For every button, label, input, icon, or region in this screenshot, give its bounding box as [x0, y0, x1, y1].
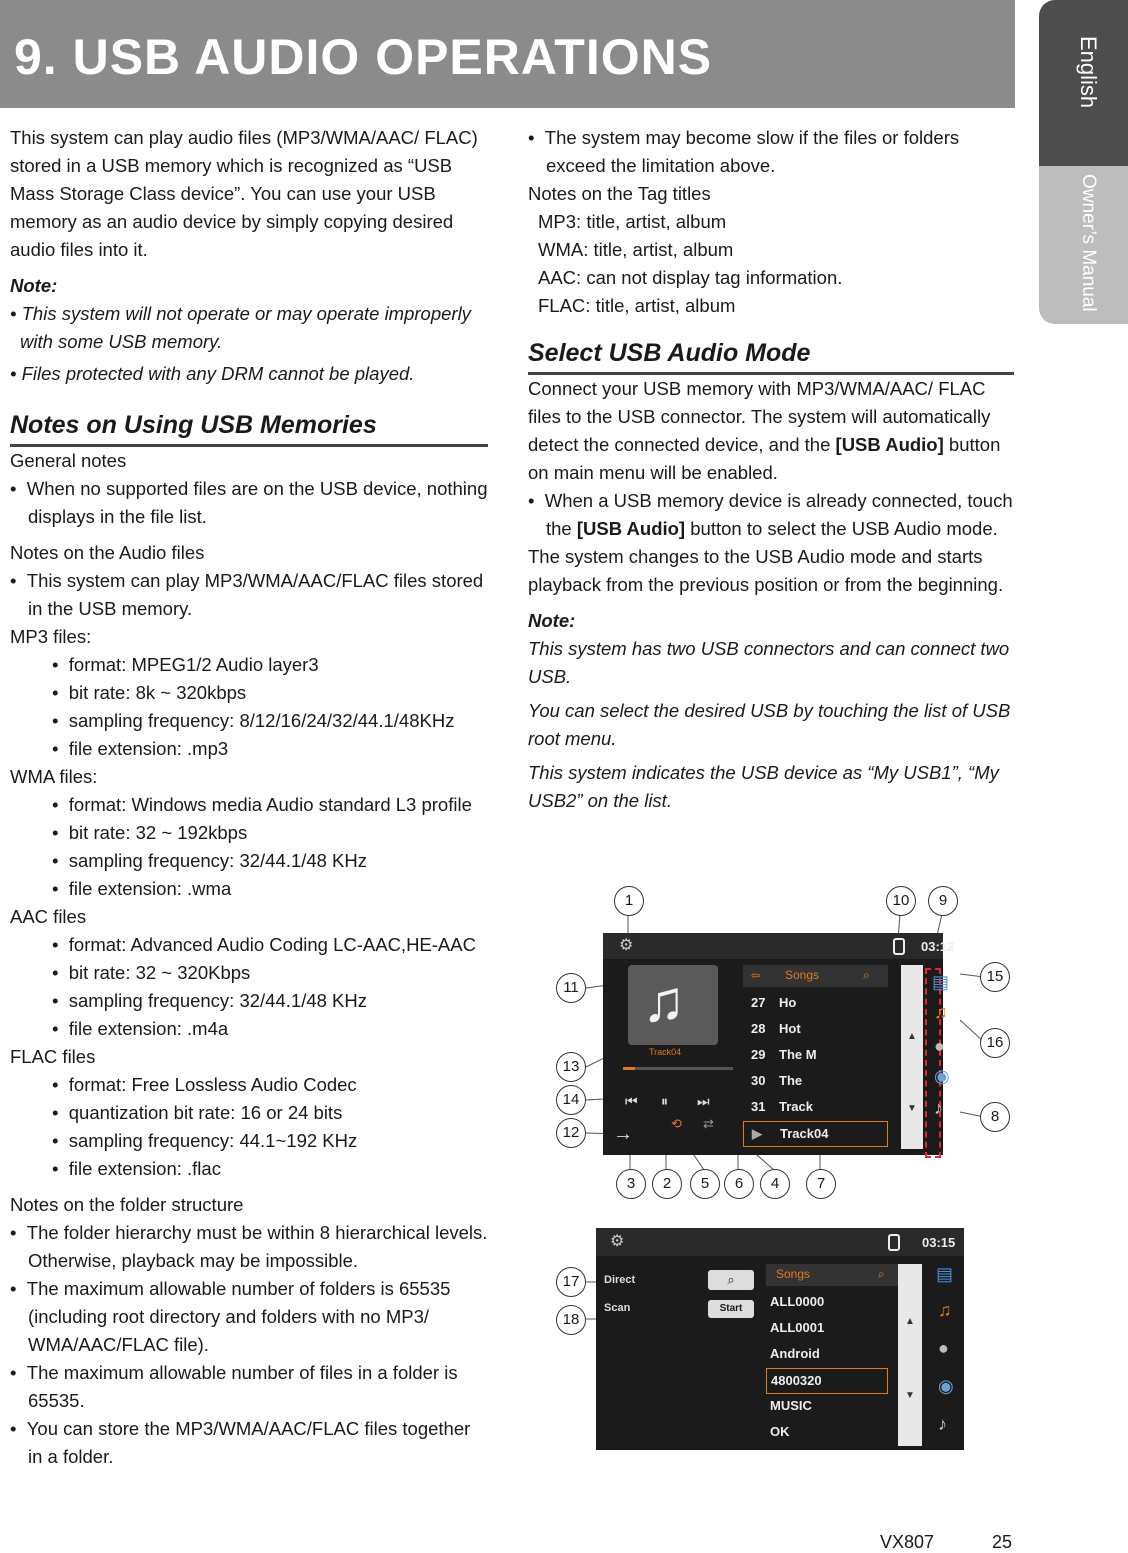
subheading: FLAC files [10, 1046, 96, 1067]
list-item: • sampling frequency: 44.1~192 KHz [52, 1130, 358, 1151]
note-item: • Files protected with any DRM cannot be played. [10, 363, 415, 384]
list-item[interactable]: 30 The [751, 1073, 803, 1088]
subheading: MP3 files: [10, 626, 92, 647]
footer-model: VX807 [880, 1532, 935, 1552]
list-item: • The maximum allowable number of folders is 65535 (including root directory and folders with no MP3/ WMA/AAC/FLAC file). [10, 1278, 451, 1355]
scan-label: Scan [604, 1302, 631, 1314]
status-bar [603, 933, 955, 959]
artist-icon[interactable]: ● [938, 1338, 949, 1358]
list-item: • When no supported files are on the USB device, nothing displays in the file list. [10, 478, 488, 527]
scan-start-button[interactable]: Start [708, 1300, 754, 1318]
callout-16: 16 [980, 1028, 1010, 1058]
usb-connected-icon [893, 938, 905, 955]
direct-search-button[interactable] [708, 1270, 754, 1290]
scroll-down-icon[interactable]: ▼ [905, 1390, 915, 1401]
callout-1: 1 [614, 886, 644, 916]
next-track-icon[interactable]: ⏭ [697, 1093, 710, 1109]
list-header [766, 1264, 904, 1286]
album-art [628, 965, 718, 1045]
usb-connected-icon [888, 1234, 900, 1251]
album-icon[interactable]: ◉ [934, 1066, 950, 1086]
list-item: • The folder hierarchy must be within 8 hierarchical levels. Otherwise, playback may be impossible. [10, 1222, 488, 1271]
list-item: • format: MPEG1/2 Audio layer3 [52, 654, 319, 675]
list-item[interactable]: ALL0001 [770, 1320, 825, 1335]
list-item[interactable]: 29 The M [751, 1047, 817, 1062]
list-item: • You can store the MP3/WMA/AAC/FLAC files together in a folder. [10, 1418, 471, 1467]
tab-english-label: English [1076, 36, 1101, 109]
callout-13: 13 [556, 1052, 586, 1082]
list-item: • file extension: .flac [52, 1158, 221, 1179]
callout-4: 4 [760, 1169, 790, 1199]
callout-3: 3 [616, 1169, 646, 1199]
subheading: Notes on the folder structure [10, 1194, 244, 1215]
list-item[interactable]: 31 Track [751, 1099, 813, 1114]
callout-14: 14 [556, 1085, 586, 1115]
list-item: • file extension: .wma [52, 878, 232, 899]
list-item: • sampling frequency: 8/12/16/24/32/44.1/48KHz [52, 710, 455, 731]
scroll-down-icon[interactable]: ▼ [907, 1103, 917, 1114]
footer-page-number: 25 [992, 1532, 1013, 1552]
list-item[interactable]: Android [770, 1346, 820, 1361]
callout-12: 12 [556, 1118, 586, 1148]
figure-screen-1 [540, 880, 1030, 1200]
search-icon: ⌕ [727, 1272, 735, 1287]
shuffle-icon[interactable]: ⇄ [703, 1116, 714, 1131]
list-item: • format: Windows media Audio standard L3 profile [52, 794, 472, 815]
pause-icon[interactable]: ⏸ [661, 1093, 668, 1109]
callout-17: 17 [556, 1267, 586, 1297]
callout-9: 9 [928, 886, 958, 916]
intro-text: This system can play audio files (MP3/WMA/AAC/ FLAC) stored in a USB memory which is recognized as “USB Mass Storage Class device”. You can use your USB memory as an audio device by simply copying desired audio files into it. [10, 127, 478, 260]
title-bar [0, 0, 1015, 108]
artist-icon[interactable]: ● [934, 1036, 945, 1056]
subheading: AAC files [10, 906, 87, 927]
callout-15: 15 [980, 962, 1010, 992]
music-source-icon[interactable]: ♫ [934, 1002, 948, 1022]
callout-8: 8 [980, 1102, 1010, 1132]
callout-2: 2 [652, 1169, 682, 1199]
repeat-icon[interactable]: ⟲ [671, 1116, 682, 1131]
list-view-icon[interactable]: ▤ [936, 1264, 954, 1284]
genre-guitar-icon[interactable]: ♪ [934, 1098, 943, 1118]
list-title: Songs [776, 1267, 811, 1281]
list-item: • file extension: .mp3 [52, 738, 229, 759]
note-text: You can select the desired USB by touching the list of USB root menu. [528, 700, 1011, 749]
scrollbar[interactable] [898, 1264, 922, 1446]
note-text: This system indicates the USB device as “My USB1”, “My USB2” on the list. [528, 762, 999, 811]
list-item[interactable]: MUSIC [770, 1398, 812, 1413]
music-note-icon: ♫ [642, 969, 686, 1034]
tag-line: AAC: can not display tag information. [538, 267, 843, 288]
scrollbar[interactable] [901, 965, 923, 1149]
list-title: Songs [785, 968, 820, 982]
settings-gear-icon[interactable]: ⚙ [619, 937, 634, 954]
music-source-icon[interactable]: ♫ [938, 1300, 952, 1320]
paragraph: The system changes to the USB Audio mode and starts playback from the previous position or from the beginning. [528, 546, 1004, 595]
head-unit-screen-2 [596, 1228, 964, 1450]
previous-track-icon[interactable]: ⏮ [625, 1093, 638, 1109]
list-item: • bit rate: 32 ~ 192kbps [52, 822, 248, 843]
right-column [528, 124, 1014, 815]
section-heading: Notes on Using USB Memories [10, 410, 488, 447]
list-item: • sampling frequency: 32/44.1/48 KHz [52, 850, 367, 871]
head-unit-screen-1 [603, 933, 955, 1155]
callout-11: 11 [556, 973, 586, 1003]
list-item[interactable]: OK [770, 1424, 790, 1439]
note-label: Note: [528, 610, 576, 631]
folder-up-icon[interactable]: ⇦ [751, 970, 761, 982]
list-item[interactable]: 28 Hot [751, 1021, 801, 1036]
list-item: • The maximum allowable number of files in a folder is 65535. [10, 1362, 458, 1411]
list-item-selected[interactable]: 4800320 [766, 1368, 888, 1394]
track-title: Track04 [649, 1047, 682, 1057]
list-item: • This system can play MP3/WMA/AAC/FLAC files stored in the USB memory. [10, 570, 484, 619]
note-label: Note: [10, 275, 58, 296]
list-item: • sampling frequency: 32/44.1/48 KHz [52, 990, 367, 1011]
page-title: 9. USB AUDIO OPERATIONS [14, 29, 713, 85]
scroll-up-icon[interactable]: ▲ [905, 1316, 915, 1327]
subheading: WMA files: [10, 766, 98, 787]
tag-line: WMA: title, artist, album [538, 239, 734, 260]
tab-manual-label: Owner’s Manual [1078, 174, 1099, 312]
list-item: • bit rate: 32 ~ 320Kbps [52, 962, 251, 983]
progress-fill [623, 1067, 635, 1070]
list-item: • The system may become slow if the files or folders exceed the limitation above. [528, 127, 960, 176]
subheading: Notes on the Tag titles [528, 183, 711, 204]
search-icon[interactable]: ⌕ [878, 1267, 885, 1281]
clock: 03:12 [921, 939, 955, 954]
list-item[interactable]: ALL0000 [770, 1294, 825, 1309]
tag-line: MP3: title, artist, album [538, 211, 727, 232]
scroll-up-icon[interactable]: ▲ [907, 1031, 917, 1042]
left-column [10, 124, 488, 1471]
list-toggle-arrow-icon[interactable]: → [613, 1123, 633, 1145]
note-text: This system has two USB connectors and can connect two USB. [528, 638, 1010, 687]
callout-10: 10 [886, 886, 916, 916]
tag-line: FLAC: title, artist, album [538, 295, 736, 316]
clock: 03:15 [922, 1235, 956, 1250]
list-view-icon[interactable]: ▤ [932, 972, 950, 992]
subheading: Notes on the Audio files [10, 542, 205, 563]
settings-gear-icon[interactable]: ⚙ [610, 1233, 625, 1250]
callout-18: 18 [556, 1305, 586, 1335]
album-icon[interactable]: ◉ [938, 1376, 954, 1396]
genre-guitar-icon[interactable]: ♪ [938, 1414, 947, 1434]
list-item: • bit rate: 8k ~ 320kbps [52, 682, 247, 703]
list-header [743, 965, 888, 987]
callout-5: 5 [690, 1169, 720, 1199]
list-item: • format: Advanced Audio Coding LC-AAC,HE-AAC [52, 934, 476, 955]
list-item: • file extension: .m4a [52, 1018, 229, 1039]
subheading: General notes [10, 450, 127, 471]
note-item: • This system will not operate or may operate improperly with some USB memory. [10, 303, 471, 352]
playing-icon: ▶ [752, 1126, 762, 1141]
source-bar-highlight [925, 968, 941, 1158]
list-item: • format: Free Lossless Audio Codec [52, 1074, 357, 1095]
status-bar [596, 1228, 964, 1256]
direct-label: Direct [604, 1274, 636, 1286]
list-item: • When a USB memory device is already connected, touch the [USB Audio] button to select the USB Audio mode. [528, 490, 1013, 539]
list-item[interactable]: 27 Ho [751, 995, 797, 1010]
callout-6: 6 [724, 1169, 754, 1199]
progress-bar[interactable] [623, 1067, 733, 1070]
callout-7: 7 [806, 1169, 836, 1199]
list-item: • quantization bit rate: 16 or 24 bits [52, 1102, 343, 1123]
paragraph: Connect your USB memory with MP3/WMA/AAC/ FLAC files to the USB connector. The system will automatically detect the connected device, and the [USB Audio] button on main menu will be enabled. [528, 378, 1001, 483]
search-icon[interactable]: ⌕ [863, 968, 870, 982]
section-heading: Select USB Audio Mode [528, 338, 1014, 375]
tab-english [1039, 0, 1128, 166]
tab-owners-manual [1039, 166, 1128, 324]
list-item-selected[interactable]: ▶ Track04 [743, 1121, 888, 1147]
figure-screen-2 [540, 1226, 970, 1456]
